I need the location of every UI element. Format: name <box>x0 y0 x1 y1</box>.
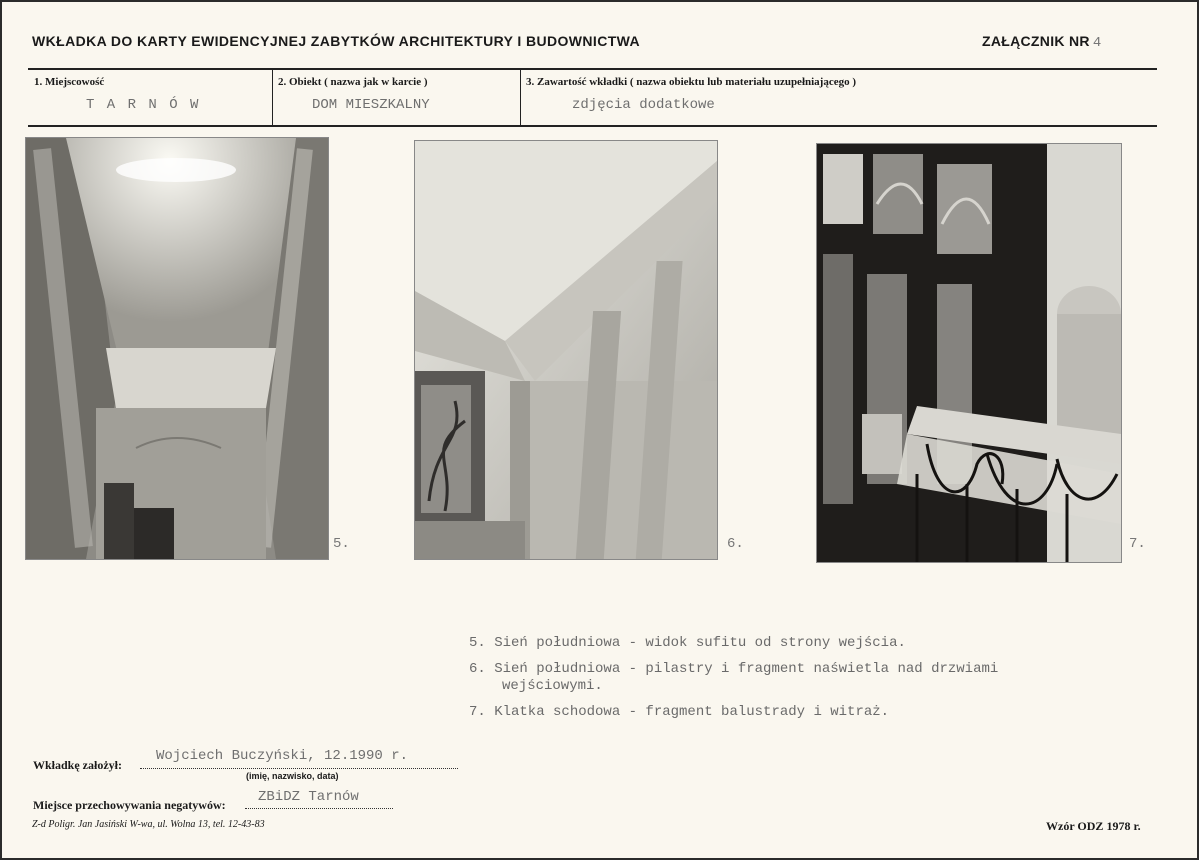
header-rule-top <box>28 68 1157 70</box>
field-divider-2 <box>520 69 521 126</box>
sheet-title: WKŁADKA DO KARTY EWIDENCYJNEJ ZABYTKÓW ARCHITEKTURY I BUDOWNICTWA <box>32 33 641 49</box>
annex-label-text: ZAŁĄCZNIK NR <box>982 33 1090 49</box>
photo-5-number: 5. <box>333 536 350 552</box>
contents-label: 3. Zawartość wkładki ( nazwa obiektu lub materiału uzupełniającego ) <box>526 76 857 88</box>
header-rule-bottom <box>28 125 1157 127</box>
locality-value: T A R N Ó W <box>86 97 201 113</box>
photo-5-image <box>26 138 328 559</box>
annex-number: 4 <box>1092 35 1102 51</box>
storage-value: ZBiDZ Tarnów <box>258 789 359 805</box>
photo-6-number: 6. <box>727 536 744 552</box>
contents-value: zdjęcia dodatkowe <box>572 97 715 113</box>
photo-7-image <box>817 144 1121 562</box>
author-hint: (imię, nazwisko, data) <box>246 771 339 781</box>
storage-label: Miejsce przechowywania negatywów: <box>33 798 226 812</box>
author-label: Wkładkę założył: <box>33 758 122 772</box>
author-value: Wojciech Buczyński, 12.1990 r. <box>156 748 409 764</box>
caption-6-continued: wejściowymi. <box>502 678 603 694</box>
caption-6: 6. Sień południowa - pilastry i fragment naświetla nad drzwiami <box>469 661 999 677</box>
locality-label: 1. Miejscowość <box>34 76 105 88</box>
object-value: DOM MIESZKALNY <box>312 97 430 113</box>
author-dotted-line <box>140 768 458 769</box>
photo-6-pilasters <box>415 141 717 559</box>
caption-5: 5. Sień południowa - widok sufitu od strony wejścia. <box>469 635 906 651</box>
photo-7-staircase <box>817 144 1121 562</box>
field-divider-1 <box>272 69 273 126</box>
annex-label <box>982 33 1102 51</box>
caption-7: 7. Klatka schodowa - fragment balustrady i witraż. <box>469 704 890 720</box>
object-label: 2. Obiekt ( nazwa jak w karcie ) <box>278 76 428 88</box>
photo-6-image <box>415 141 717 559</box>
printer-imprint: Z-d Poligr. Jan Jasiński W-wa, ul. Wolna 13, tel. 12-43-83 <box>32 819 265 830</box>
photo-5-ceiling <box>26 138 328 559</box>
form-identifier: Wzór ODZ 1978 r. <box>1046 819 1141 833</box>
photo-7-number: 7. <box>1129 536 1146 552</box>
storage-dotted-line <box>245 808 393 809</box>
